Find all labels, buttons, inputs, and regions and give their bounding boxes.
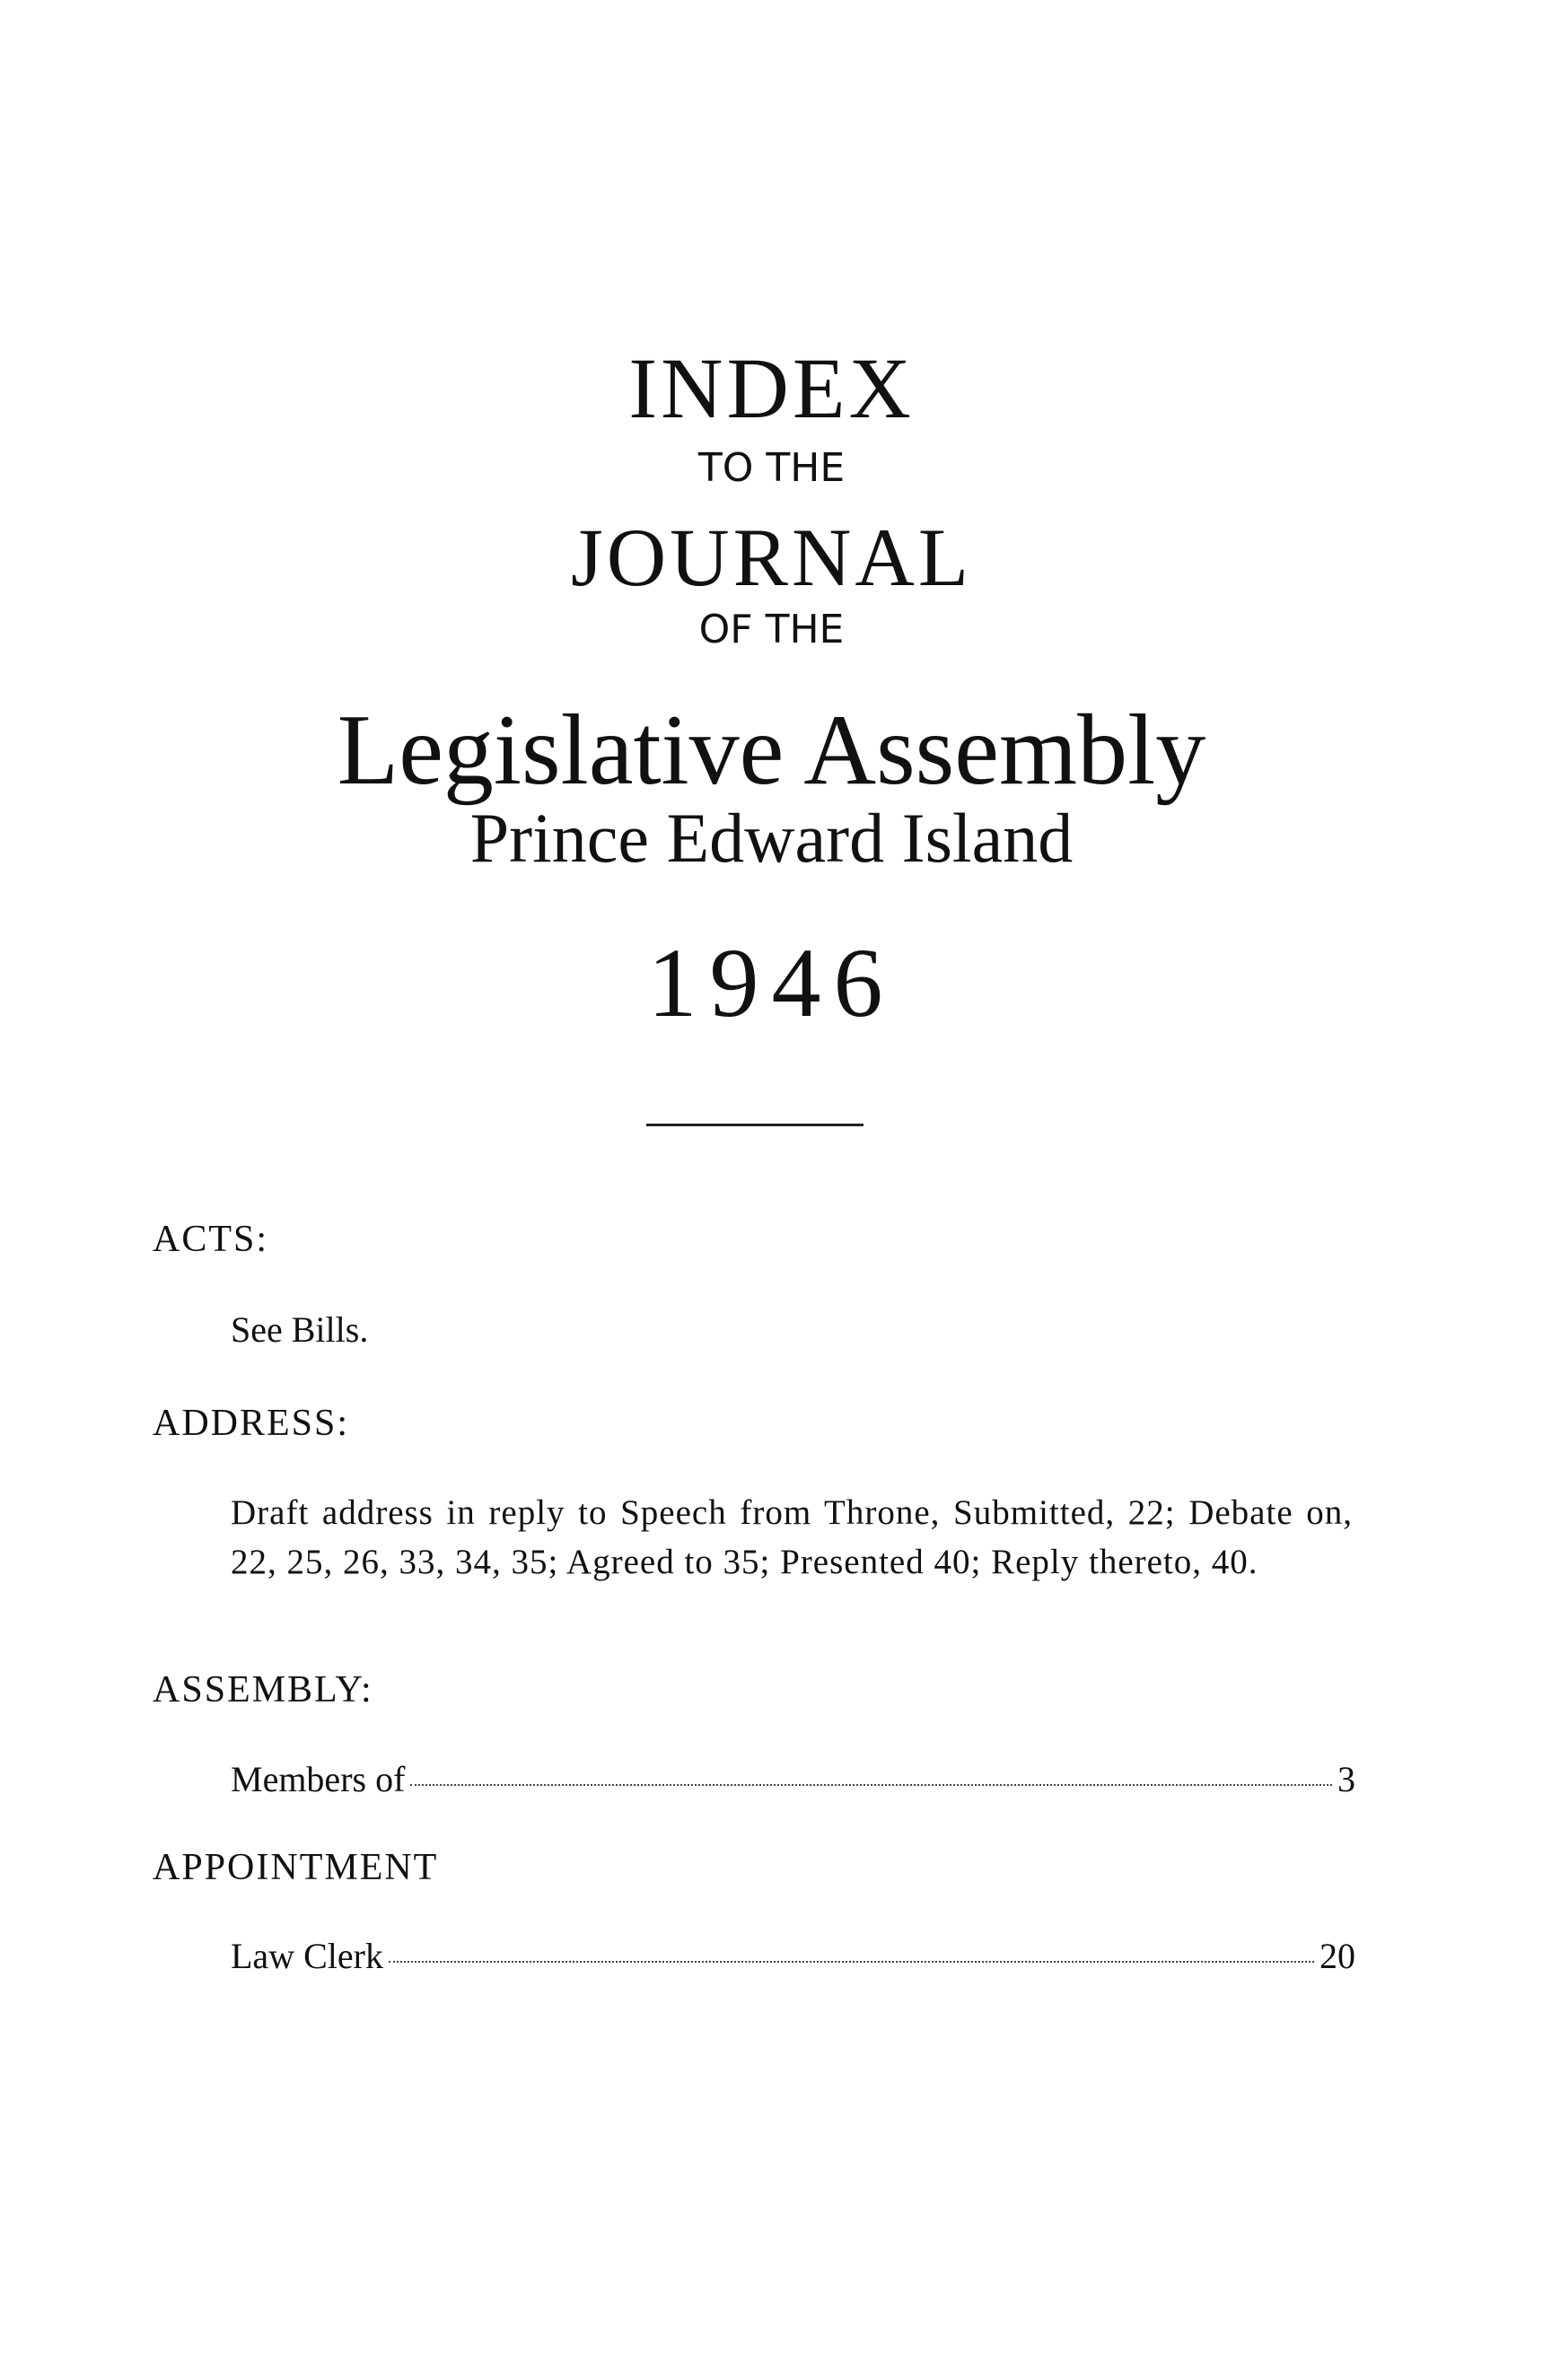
- entry-label: Law Clerk: [231, 1936, 383, 1976]
- section-heading-appointment: APPOINTMENT: [153, 1847, 439, 1888]
- section-heading-address: ADDRESS:: [153, 1403, 350, 1444]
- entry-label: Members of: [231, 1759, 406, 1799]
- title-journal: JOURNAL: [570, 512, 973, 603]
- dot-leader: [389, 1961, 1314, 1963]
- title-year: 1946: [647, 928, 896, 1037]
- section-text-acts: See Bills.: [231, 1309, 369, 1350]
- dot-leader: [410, 1784, 1332, 1786]
- title-of-the: OF THE: [698, 607, 845, 652]
- section-text-address: Draft address in reply to Speech from Throne, Submitted, 22; Debate on, 22, 25, 26, 33, 34, 35; Agreed to 35; Presented 40; Reply thereto, 40.: [231, 1493, 1353, 1581]
- title-index: INDEX: [628, 340, 915, 436]
- entry-page-number: 20: [1319, 1936, 1355, 1976]
- title-legislative-assembly: Legislative Assembly: [337, 695, 1206, 806]
- section-heading-acts: ACTS:: [153, 1219, 269, 1260]
- title-to-the: TO THE: [697, 445, 846, 491]
- section-heading-assembly: ASSEMBLY:: [153, 1669, 373, 1711]
- entry-page-number: 3: [1337, 1759, 1355, 1799]
- index-entry-law-clerk: [231, 1938, 1355, 1974]
- title-prince-edward-island: Prince Edward Island: [469, 799, 1074, 877]
- divider-rule: [646, 1124, 864, 1126]
- index-entry-members-of: [231, 1759, 1355, 1799]
